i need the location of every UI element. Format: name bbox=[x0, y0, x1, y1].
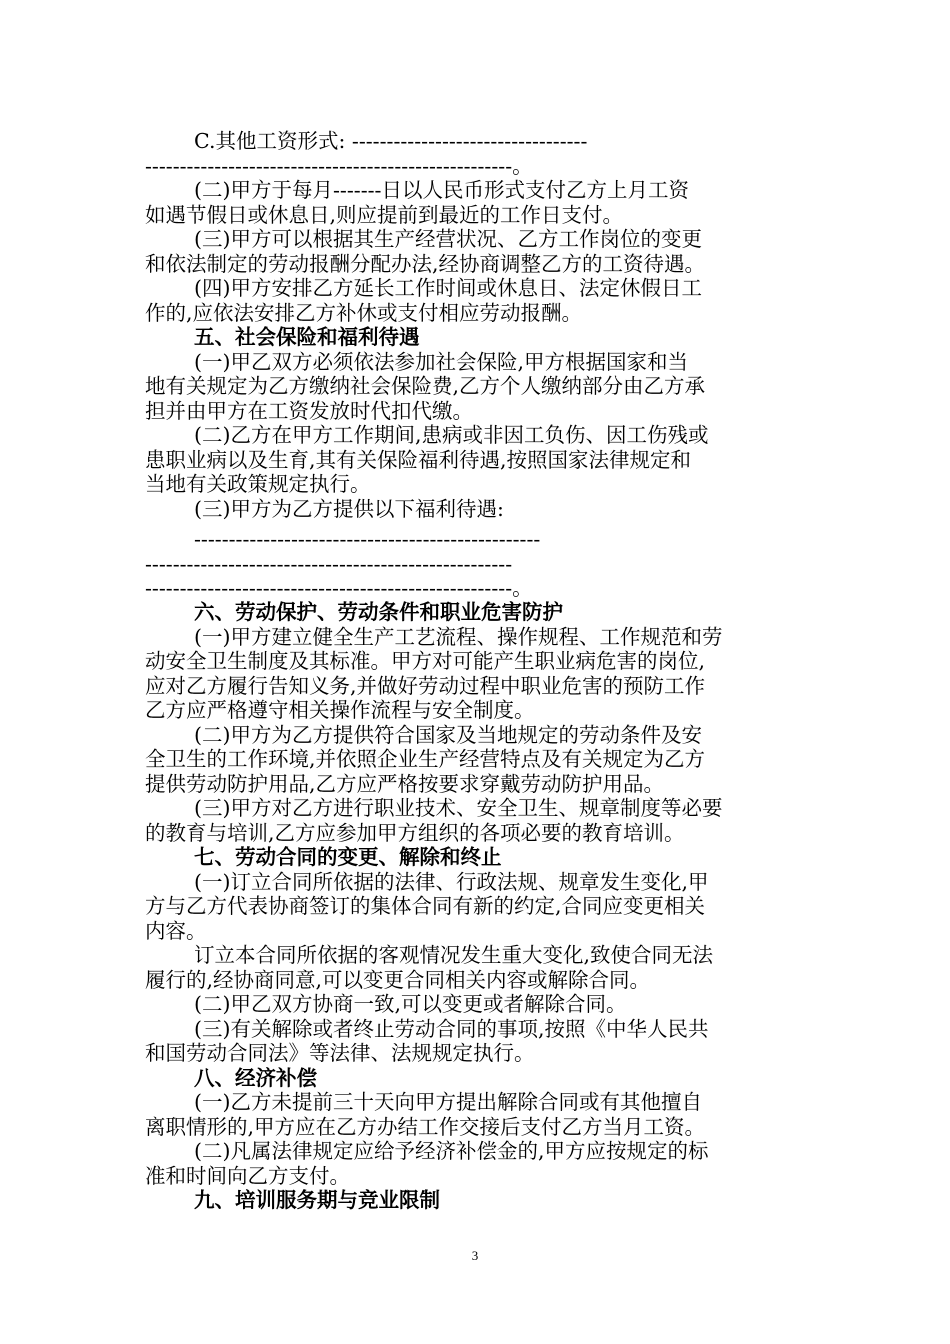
section-heading: 七、劳动合同的变更、解除和终止 bbox=[194, 845, 502, 869]
text-line: 地有关规定为乙方缴纳社会保险费,乙方个人缴纳部分由乙方承 bbox=[145, 374, 706, 398]
blank-fill-line: -------------------------------------------------- bbox=[194, 527, 541, 551]
blank-fill-line: -----------------------------------------------------。 bbox=[145, 154, 533, 178]
text-line: 当地有关政策规定执行。 bbox=[145, 472, 371, 496]
text-line: (三)甲方对乙方进行职业技术、安全卫生、规章制度等必要 bbox=[194, 796, 723, 820]
section-heading: 九、培训服务期与竞业限制 bbox=[194, 1188, 440, 1212]
text-line: C.其他工资形式: ---------------------------------- bbox=[194, 129, 588, 153]
text-line: 如遇节假日或休息日,则应提前到最近的工作日支付。 bbox=[145, 203, 624, 227]
text-line: 动安全卫生制度及其标准。甲方对可能产生职业病危害的岗位, bbox=[145, 649, 706, 673]
text-line: 方与乙方代表协商签订的集体合同有新的约定,合同应变更相关 bbox=[145, 894, 706, 918]
section-heading: 五、社会保险和福利待遇 bbox=[194, 325, 420, 349]
text-line: 担并由甲方在工资发放时代扣代缴。 bbox=[145, 399, 473, 423]
text-line: (三)甲方可以根据其生产经营状况、乙方工作岗位的变更 bbox=[194, 227, 702, 251]
text-line: 作的,应依法安排乙方补休或支付相应劳动报酬。 bbox=[145, 301, 583, 325]
blank-fill-line: -----------------------------------------------------。 bbox=[145, 576, 533, 600]
text-line: 和依法制定的劳动报酬分配办法,经协商调整乙方的工资待遇。 bbox=[145, 252, 706, 276]
text-line: 患职业病以及生育,其有关保险福利待遇,按照国家法律规定和 bbox=[145, 448, 692, 472]
blank-fill-line: ----------------------------------------------------- bbox=[145, 552, 513, 576]
text-line: (四)甲方安排乙方延长工作时间或休息日、法定休假日工 bbox=[194, 276, 702, 300]
text-line: (一)乙方未提前三十天向甲方提出解除合同或有其他擅自 bbox=[194, 1090, 702, 1114]
text-line: (二)乙方在甲方工作期间,患病或非因工负伤、因工伤残或 bbox=[194, 423, 709, 447]
text-line: 的教育与培训,乙方应参加甲方组织的各项必要的教育培训。 bbox=[145, 821, 685, 845]
text-line: 履行的,经协商同意,可以变更合同相关内容或解除合同。 bbox=[145, 968, 651, 992]
text-line: 全卫生的工作环境,并依照企业生产经营特点及有关规定为乙方 bbox=[145, 747, 706, 771]
section-heading: 六、劳动保护、劳动条件和职业危害防护 bbox=[194, 600, 563, 624]
text-line: 提供劳动防护用品,乙方应严格按要求穿戴劳动防护用品。 bbox=[145, 772, 665, 796]
text-line: 订立本合同所依据的客观情况发生重大变化,致使合同无法 bbox=[194, 943, 714, 967]
text-line: (三)甲方为乙方提供以下福利待遇: bbox=[194, 497, 504, 521]
text-line: (二)甲乙双方协商一致,可以变更或者解除合同。 bbox=[194, 992, 627, 1016]
text-line: 乙方应严格遵守相关操作流程与安全制度。 bbox=[145, 698, 535, 722]
text-line: (一)甲乙双方必须依法参加社会保险,甲方根据国家和当 bbox=[194, 350, 689, 374]
text-line: (二)甲方于每月-------日以人民币形式支付乙方上月工资 bbox=[194, 178, 689, 202]
text-line: (一)甲方建立健全生产工艺流程、操作规程、工作规范和劳 bbox=[194, 625, 723, 649]
text-line: 内容。 bbox=[145, 919, 207, 943]
section-heading: 八、经济补偿 bbox=[194, 1066, 317, 1090]
text-line: 离职情形的,甲方应在乙方办结工作交接后支付乙方当月工资。 bbox=[145, 1115, 706, 1139]
text-line: (二)甲方为乙方提供符合国家及当地规定的劳动条件及安 bbox=[194, 723, 702, 747]
page-number: 3 bbox=[471, 1248, 479, 1263]
text-line: (三)有关解除或者终止劳动合同的事项,按照《中华人民共 bbox=[194, 1017, 709, 1041]
text-line: (一)订立合同所依据的法律、行政法规、规章发生变化,甲 bbox=[194, 870, 709, 894]
text-line: (二)凡属法律规定应给予经济补偿金的,甲方应按规定的标 bbox=[194, 1139, 709, 1163]
text-line: 准和时间向乙方支付。 bbox=[145, 1164, 350, 1188]
text-line: 和国劳动合同法》等法律、法规规定执行。 bbox=[145, 1041, 535, 1065]
text-line: 应对乙方履行告知义务,并做好劳动过程中职业危害的预防工作 bbox=[145, 674, 706, 698]
